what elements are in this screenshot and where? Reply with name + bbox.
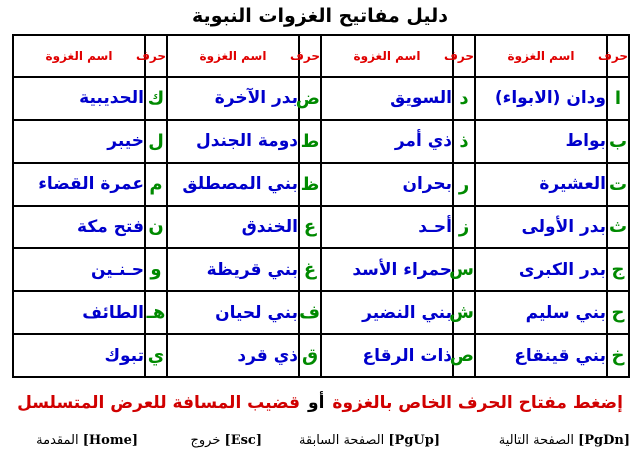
- table-row: [13, 206, 629, 249]
- table-row: [13, 120, 629, 163]
- key-letter[interactable]: ح: [607, 291, 629, 334]
- key-letter[interactable]: ل: [145, 120, 167, 163]
- battle-name[interactable]: بواط: [475, 120, 607, 163]
- key-letter[interactable]: ت: [607, 163, 629, 206]
- battle-name[interactable]: ذي قرد: [167, 334, 299, 377]
- instruction-spacebar: قضيب المسافة للعرض المتسلسل: [17, 393, 301, 413]
- instruction-line: [0, 388, 640, 418]
- pgup-label: الصفحة السابقة: [299, 433, 385, 448]
- home-label: المقدمة: [36, 433, 79, 448]
- page-title: دليل مفاتيح الغزوات النبوية: [192, 5, 448, 27]
- battle-name[interactable]: ذي أمر: [321, 120, 453, 163]
- table-row: [13, 291, 629, 334]
- battle-name[interactable]: حمراء الأسد: [321, 248, 453, 291]
- header-letter: حرف: [607, 35, 629, 77]
- key-letter[interactable]: ش: [453, 291, 475, 334]
- key-letter[interactable]: ق: [299, 334, 321, 377]
- key-letter[interactable]: ض: [299, 77, 321, 120]
- header-name: اسم الغزوة: [321, 35, 453, 77]
- battle-name[interactable]: الطائف: [13, 291, 145, 334]
- header-letter: حرف: [453, 35, 475, 77]
- key-letter[interactable]: ا: [607, 77, 629, 120]
- battle-name[interactable]: أحـد: [321, 206, 453, 249]
- key-letter[interactable]: د: [453, 77, 475, 120]
- battle-name[interactable]: ودان (الابواء): [475, 77, 607, 120]
- home-intro[interactable]: [36, 428, 138, 454]
- footer-keys: [0, 428, 640, 454]
- key-letter[interactable]: و: [145, 248, 167, 291]
- table-row: [13, 334, 629, 377]
- key-letter[interactable]: ص: [453, 334, 475, 377]
- battle-name[interactable]: السويق: [321, 77, 453, 120]
- key-letter[interactable]: خ: [607, 334, 629, 377]
- battle-name[interactable]: فتح مكة: [13, 206, 145, 249]
- battle-name[interactable]: عمرة القضاء: [13, 163, 145, 206]
- battle-name[interactable]: بدر الآخرة: [167, 77, 299, 120]
- key-letter[interactable]: ط: [299, 120, 321, 163]
- battle-name[interactable]: بدر الكبرى: [475, 248, 607, 291]
- key-letter[interactable]: ذ: [453, 120, 475, 163]
- key-letter[interactable]: ب: [607, 120, 629, 163]
- key-letter[interactable]: م: [145, 163, 167, 206]
- esc-label: خروج: [190, 433, 221, 448]
- battle-name[interactable]: الخندق: [167, 206, 299, 249]
- battle-name[interactable]: بني المصطلق: [167, 163, 299, 206]
- pgdn-key: [PgDn]: [578, 433, 630, 448]
- key-letter[interactable]: ع: [299, 206, 321, 249]
- header-name: اسم الغزوة: [167, 35, 299, 77]
- key-letter[interactable]: ن: [145, 206, 167, 249]
- battle-name[interactable]: بني قريظة: [167, 248, 299, 291]
- header-letter: حرف: [299, 35, 321, 77]
- instruction-or: أو: [308, 393, 325, 413]
- battle-name[interactable]: حـنـين: [13, 248, 145, 291]
- table-row: [13, 77, 629, 120]
- battle-name[interactable]: بني قينقاع: [475, 334, 607, 377]
- home-key: [Home]: [82, 433, 138, 448]
- esc-exit[interactable]: [191, 428, 263, 454]
- pgdn-label: الصفحة التالية: [498, 433, 574, 448]
- table-row: [13, 248, 629, 291]
- key-letter[interactable]: ز: [453, 206, 475, 249]
- pgup-previous-page[interactable]: [299, 428, 440, 454]
- key-letter[interactable]: ظ: [299, 163, 321, 206]
- battle-name[interactable]: الحديبية: [13, 77, 145, 120]
- key-letter[interactable]: ث: [607, 206, 629, 249]
- battle-name[interactable]: تبوك: [13, 334, 145, 377]
- battle-name[interactable]: ذات الرقاع: [321, 334, 453, 377]
- header-letter: حرف: [145, 35, 167, 77]
- key-letter[interactable]: ج: [607, 248, 629, 291]
- key-letter[interactable]: ي: [145, 334, 167, 377]
- battle-name[interactable]: بني لحيان: [167, 291, 299, 334]
- header-name: اسم الغزوة: [475, 35, 607, 77]
- battles-key-table: [12, 34, 630, 378]
- key-letter[interactable]: ر: [453, 163, 475, 206]
- pgdn-next-page[interactable]: [499, 428, 630, 454]
- key-letter[interactable]: ف: [299, 291, 321, 334]
- battle-name[interactable]: بني سليم: [475, 291, 607, 334]
- table-row: [13, 163, 629, 206]
- battle-name[interactable]: العشيرة: [475, 163, 607, 206]
- key-letter[interactable]: س: [453, 248, 475, 291]
- header-name: اسم الغزوة: [13, 35, 145, 77]
- battle-name[interactable]: بحران: [321, 163, 453, 206]
- battle-name[interactable]: بني النضير: [321, 291, 453, 334]
- battle-name[interactable]: بدر الأولى: [475, 206, 607, 249]
- battle-name[interactable]: دومة الجندل: [167, 120, 299, 163]
- key-letter[interactable]: ك: [145, 77, 167, 120]
- key-letter[interactable]: غ: [299, 248, 321, 291]
- table-header-row: [13, 35, 629, 77]
- key-letter[interactable]: هـ: [145, 291, 167, 334]
- pgup-key: [PgUp]: [388, 433, 440, 448]
- battle-name[interactable]: خيبر: [13, 120, 145, 163]
- esc-key: [Esc]: [224, 433, 262, 448]
- instruction-press-letter: إضغط مفتاح الحرف الخاص بالغزوة: [332, 393, 623, 413]
